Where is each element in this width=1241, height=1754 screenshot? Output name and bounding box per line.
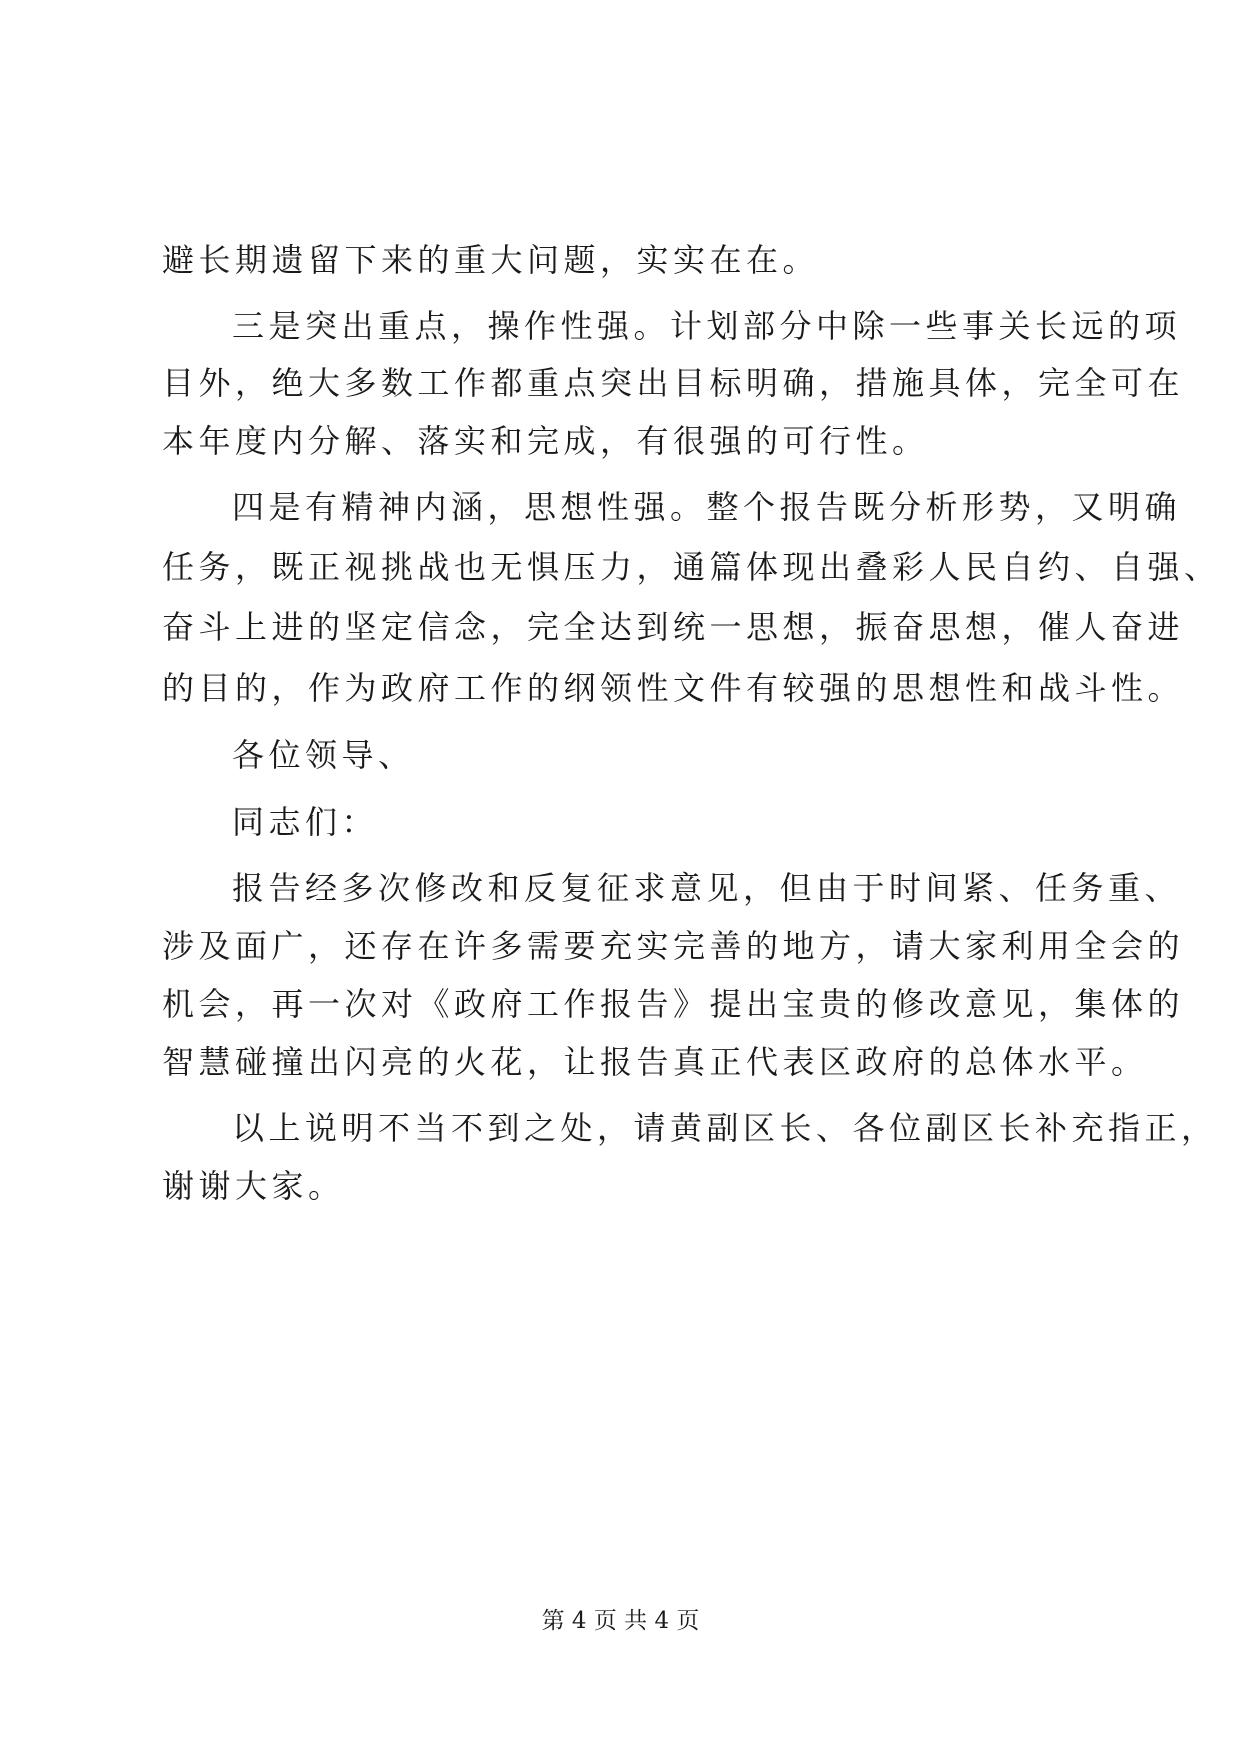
text-line: 谢谢大家。 <box>162 1167 345 1205</box>
text-line: 避长期遗留下来的重大问题，实实在在。 <box>162 241 820 279</box>
text-line: 以上说明不当不到之处，请黄副区长、各位副区长补充指正， <box>232 1109 1218 1147</box>
text-line: 任务，既正视挑战也无惧压力，通篇体现出叠彩人民自约、自强、 <box>162 548 1221 586</box>
text-line: 奋斗上进的坚定信念，完全达到统一思想，振奋思想，催人奋进 <box>162 608 1185 646</box>
text-line: 机会，再一次对《政府工作报告》提出宝贵的修改意见，集体的 <box>162 985 1185 1023</box>
page-number-footer: 第 4 页 共 4 页 <box>541 1608 700 1634</box>
text-line: 各位领导、 <box>232 736 415 774</box>
text-line: 的目的，作为政府工作的纲领性文件有较强的思想性和战斗性。 <box>162 669 1185 707</box>
text-line: 四是有精神内涵，思想性强。整个报告既分析形势，又明确 <box>232 488 1182 526</box>
text-line: 三是突出重点，操作性强。计划部分中除一些事关长远的项 <box>232 307 1182 345</box>
text-line: 报告经多次修改和反复征求意见，但由于时间紧、任务重、 <box>232 869 1182 907</box>
text-line: 涉及面广，还存在许多需要充实完善的地方，请大家利用全会的 <box>162 927 1185 965</box>
text-line: 目外，绝大多数工作都重点突出目标明确，措施具体，完全可在 <box>162 364 1185 402</box>
text-line: 同志们： <box>232 803 379 841</box>
text-line: 本年度内分解、落实和完成，有很强的可行性。 <box>162 422 929 460</box>
text-line: 智慧碰撞出闪亮的火花，让报告真正代表区政府的总体水平。 <box>162 1043 1148 1081</box>
